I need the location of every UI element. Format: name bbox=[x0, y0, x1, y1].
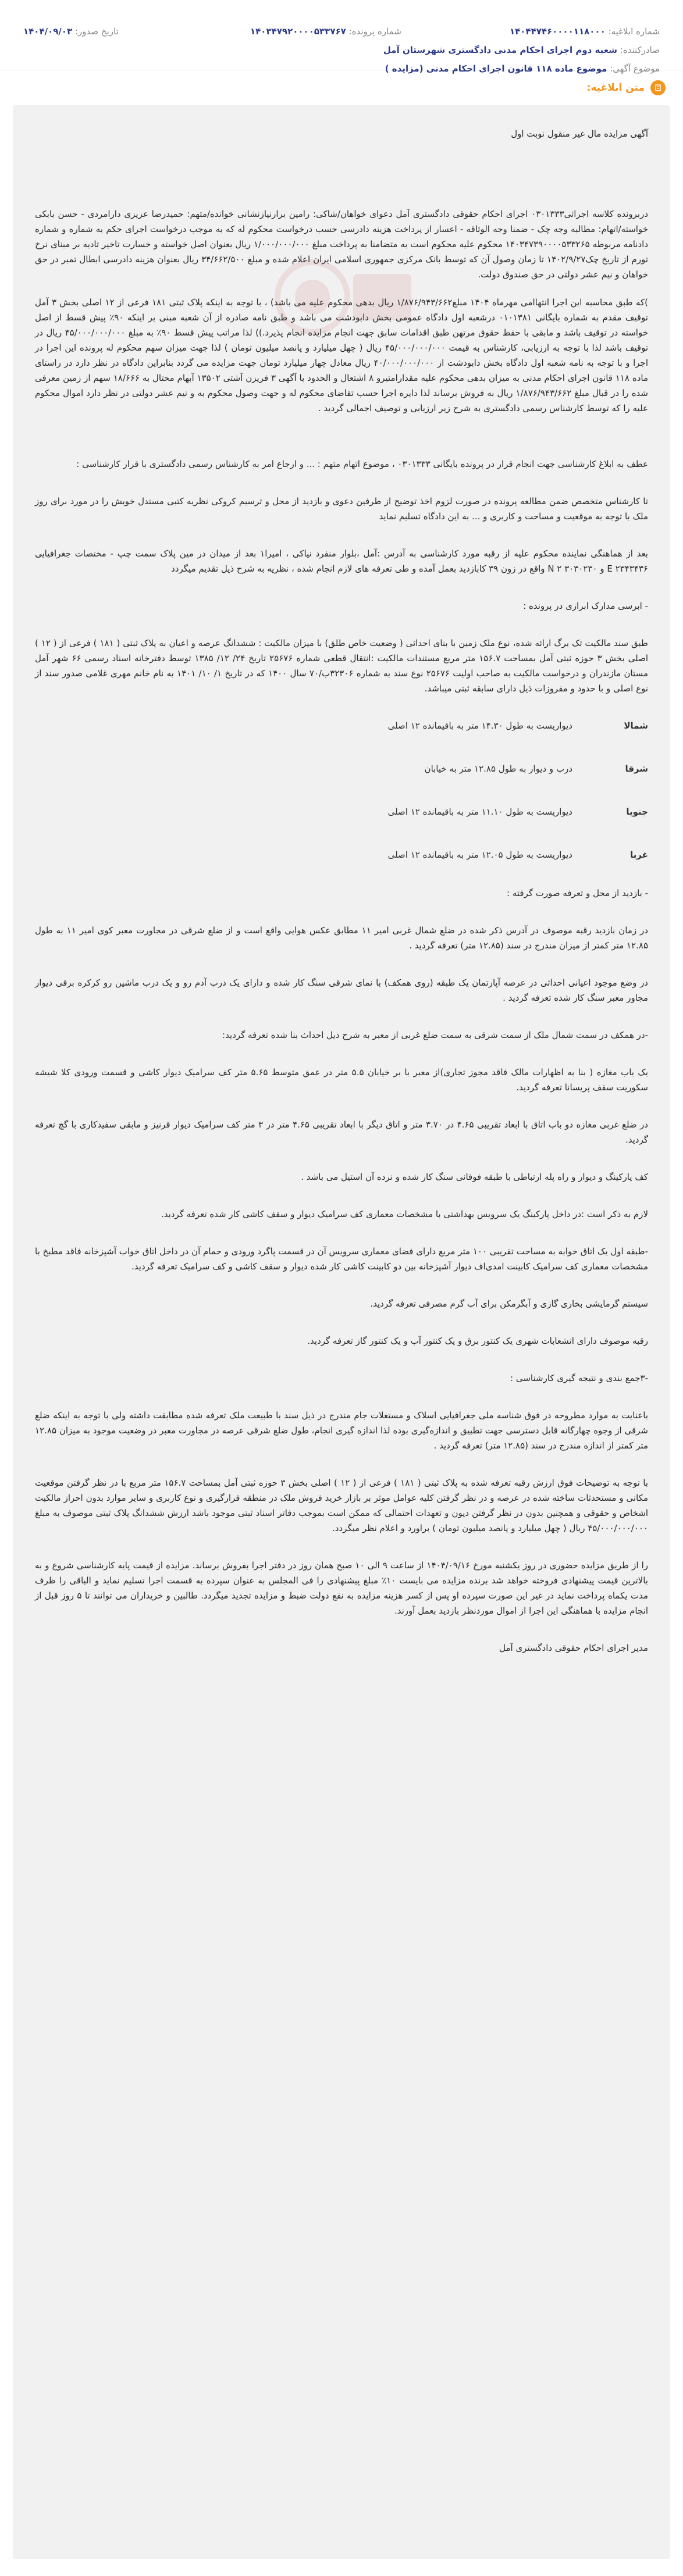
paragraph-referral: عطف به ابلاغ کارشناسی جهت انجام قرار در پرونده بایگانی ۰۳۰۱۳۳۳ ، موضوع اتهام متهم : ... و ارجاع امر به کارشناس رسمی دادگستری با قرار کارشناسی : bbox=[76, 459, 648, 469]
meta-left-column bbox=[250, 22, 401, 41]
subject-row bbox=[383, 59, 660, 78]
case-number: ۱۴۰۳۴۷۹۲۰۰۰۰۵۳۳۷۶۷ bbox=[250, 26, 346, 37]
boundary-row bbox=[35, 804, 648, 819]
boundary-row bbox=[35, 718, 648, 733]
paragraph-building: در وضع موجود اعیانی احداثی در عرصه آپارتمان یک طبقه (روی همکف) با نمای شرقی سنگ کار شده و دارای یک درب آدم رو و یک درب ماشین رو کرکره برقی دیوار مجاور معبر سنگ کار شده تعرفه گردید . bbox=[35, 977, 648, 1003]
meta-date-column bbox=[23, 22, 119, 41]
notice-number: ۱۴۰۴۴۷۴۶۰۰۰۰۱۱۸۰۰۰ bbox=[509, 26, 606, 37]
boundary-side: شرقا bbox=[625, 763, 648, 774]
boundary-text: دیواریست به طول ۱۲.۰۵ متر به باقیمانده ۱۲ اصلی bbox=[387, 850, 572, 860]
paragraph-ownership-deed: طبق سند مالکیت تک برگ ارائه شده، نوع ملک زمین با بنای احداثی ( وضعیت خاص طلق) با میزان مالکیت : ششدانگ عرصه و اعیان به پلاک ثبتی ( ۱۸۱ ) فرعی از ( ۱۲ ) اصلی بخش ۳ حوزه ثبتی آمل بمساحت ۱۵۶.۷ متر مربع مستندات مالکیت :انتقال قطعی شماره ۲۵۶۷۶ تاریخ ۲۴/ ۱۲/ ۱۳۸۵ توسط دفترخانه اسناد رسمی ۶۶ شهر آمل مستان مازندران و درخواست مالکیت به صاحب اولیت ۲۵۶۷۶ نوع سند به شماره ۳۲۳۰۶ب/۷۰ سال ۱۴۰۰ که در تاریخ ۱/ ۱۰/ ۱۴۰۱ به نام خانم مهری غلامی صدور سند از نوع اصلی و با حدود و مفروزات ذیل دارای سابقه ثبتی میباشد. bbox=[35, 638, 649, 694]
notice-text-panel bbox=[13, 105, 670, 2559]
paragraph-expert-task: تا کارشناس متخصص ضمن مطالعه پرونده در صورت لزوم اخذ توضیح از طرفین دعوی و بازدید از محل و ترسیم کروکی نظریه کتبی مستدل خویش را در مورد برای روز ملک با توجه به موقعیت و مساحت و کاربری و ... به این دادگاه تسلیم نماید bbox=[35, 496, 648, 522]
paragraph-site-visit: بعد از هماهنگی نماینده محکوم علیه از رقبه مورد کارشناسی به آدرس :آمل ،بلوار منفرد نیاکی ، امیرا۱ بعد از میدان در مین پلاک سمت چپ - مختصات جغرافیایی ۲۳۴۳۴۳۶ E و ۳۰۳۰۲۳۰ N ۲ واقع در زون ۳۹ کابازدید بعمل آمده و طی تعرفه های لازم انجام شده ، نظریه به شرح ذیل تقدیم میگردد bbox=[35, 548, 648, 574]
boundary-text: درب و دیوار به طول ۱۲.۸۵ متر به خیابان bbox=[424, 763, 572, 774]
paragraph-shop: یک باب مغازه ( بنا به اظهارات مالک فاقد مجوز تجاری)از معبر با بر خیابان ۵.۵ متر در عمق متوسط ۵.۶۵ متر کف سرامیک دیوار کاشی و قسمت ورودی کلا شیشه سکوریت سقف پریسانا تعرفه گردید. bbox=[35, 1067, 648, 1093]
subject: موضوع ماده ۱۱۸ قانون اجرای احکام مدنی (مزایده ) bbox=[385, 63, 607, 74]
subject-label: موضوع آگهی: bbox=[610, 63, 660, 74]
heading-documents-review: - ابرسی مدارک ابرازی در پرونده : bbox=[523, 601, 648, 611]
case-number-label: شماره پرونده: bbox=[348, 26, 401, 37]
paragraph-valuation: با توجه به توضیحات فوق ارزش رقبه تعرفه شده به پلاک ثبتی ( ۱۸۱ ) فرعی از ( ۱۲ ) اصلی بخش ۳ حوزه ثبتی آمل بمساحت ۱۵۶.۷ متر مربع با در نظر گرفتن موقعیت مکانی و مستحدثات ساخته شده در عرصه و در نظر گرفتن کلیه عوامل موثر بر بازار خرید فروش ملک در منطقه قرارگیری و نوع کاربری و سایر موارد بدون احراز مالکیت اشخاص و حقوقی و همچنین بدون در نظر گرفتن دیون و تعهدات احتمالی که ممکن است بموجب دفاتر اسناد ثبتی موجود باشد ارزش ششدانگ پلاک ثبتی موصوف به مبلغ ۴۵/۰۰۰/۰۰۰/۰۰۰ ریال ( چهل میلیارد و پانصد میلیون تومان ) براورد و اعلام نظر میگردد. bbox=[35, 1478, 648, 1533]
boundary-side: شمالا bbox=[624, 720, 648, 731]
paragraph-bathroom: لازم به ذکر است :در داخل پارکینگ یک سرویس بهداشتی با مشخصات معماری کف سرامیک دیوار و سقف کاشی کار شده تعرفه گردید. bbox=[161, 1209, 648, 1219]
issuer-row bbox=[383, 41, 660, 59]
boundary-row bbox=[35, 847, 648, 862]
boundary-side: غربا bbox=[630, 850, 648, 860]
issuer: شعبه دوم اجرای احکام مدنی دادگستری شهرستان آمل bbox=[383, 45, 617, 55]
paragraph-first-floor: -طبقه اول یک اتاق خوابه به مساحت تقریبی ۱۰۰ متر مربع دارای فضای معماری سرویس آن در قسمت پاگرد ورودی و حمام آن در داخل اتاق خواب آشپزخانه فاقد مطبخ با مشخصات معماری کف سرامیک کابینت امدی‌اف دیوار آشپزخانه بین دو کابینت کاشی کار شده دیوار و سقف کاشی و کف سرامیک تعرفه گردید. bbox=[35, 1246, 648, 1272]
issuer-label: صادرکننده: bbox=[620, 45, 660, 55]
boundary-row bbox=[35, 761, 648, 776]
boundaries-list bbox=[35, 718, 648, 862]
paragraph-auction-terms: را از طریق مزایده حضوری در روز یکشنبه مورخ ۱۴۰۴/۰۹/۱۶ از ساعت ۹ الی ۱۰ صبح همان روز در دفتر اجرا بفروش برساند. مزایده از قیمت پایه کارشناسی شروع و به بالاترین قیمت پیشنهادی فروخته خواهد شد برنده مزایده می بایست ۱۰٪ مبلغ پیشنهادی را فی المجلس به عنوان سپرده به قسمت اجرا تسلیم نماید و الباقی را ظرف مدت یکماه پرداخت نماید در غیر این صورت سپرده او پس از کسر هزینه مزایده به نفع دولت ضبط و مزایده تجدید میگردد. طالبین و خریداران می توانند تا ۵ روز قبل از انجام مزایده با هماهنگی این اجرا از اموال موردنظر بازدید بعمل آورند. bbox=[35, 1560, 648, 1616]
issue-date: ۱۴۰۴/۰۹/۰۳ bbox=[23, 26, 73, 37]
paragraph-heating: سیستم گرمایشی بخاری گازی و آبگرمکن برای آب گرم مصرفی تعرفه گردید. bbox=[370, 1298, 648, 1309]
paragraph-conclusion: باعنایت به موارد مطروحه در فوق شناسه ملی جغرافیایی اسلاک و مستغلات جام مندرج در ذیل سند با طبیعت ملک تعرفه شده مطابقت داشته ولی با توجه به اینکه ضلع شرقی از وجوه چهارگانه قابل دسترسی جهت تطبیق و اندازه‌گیری بوده لذا اندازه گیری انجام، طول ضلع شرقی عرصه در مجاورت معبر در وضعیت موجود به میزان ۱۲.۸۵ متر کمتر از اندازه مندرج در سند (۱۲.۸۵ متر) تعرفه گردید . bbox=[35, 1410, 648, 1451]
boundary-text: دیواریست به طول ۱۱.۱۰ متر به باقیمانده ۱۲ اصلی bbox=[387, 807, 572, 817]
paragraph-location: در زمان بازدید رقبه موصوف در آدرس ذکر شده در ضلع شمال غربی امیر ۱۱ مطابق عکس هوایی واقع است و از ضلع شرقی در مجاورت معبر کوی امیر ۱۱ به طول ۱۲.۸۵ متر کمتر از میزان مندرج در سند (۱۲.۸۵ متر) تعرفه گردید . bbox=[35, 925, 648, 951]
paragraph-utilities: رقبه موصوف دارای انشعابات شهری یک کنتور برق و یک کنتور آب و یک کنتور گاز تعرفه گردید. bbox=[307, 1336, 648, 1346]
notice-number-label: شماره ابلاغیه: bbox=[608, 26, 660, 37]
issue-date-row bbox=[23, 22, 119, 41]
heading-conclusion: -۳جمع بندی و نتیجه گیری کارشناسی : bbox=[510, 1373, 648, 1383]
case-number-row bbox=[250, 22, 401, 41]
meta-right-column bbox=[383, 22, 660, 78]
signature: مدیر اجرای احکام حقوقی دادگستری آمل bbox=[499, 1643, 648, 1653]
auction-title: آگهی مزایده مال غیر منقول نوبت اول bbox=[511, 129, 648, 139]
document-icon bbox=[650, 80, 666, 95]
notice-text-title: متن ابلاغیه: bbox=[586, 82, 645, 94]
paragraph-ground-floor: -در همکف در سمت شمال ملک از سمت شرقی به سمت ضلع غربی از معبر به شرح ذیل احداث بنا شده تعرفه گردید: bbox=[222, 1030, 648, 1040]
paragraph-calculation: )که طبق محاسبه این اجرا انتهاامی مهرماه ۱۴۰۴ مبلغ۱/۸۷۶/۹۴۳/۶۶۲ ریال بدهی محکوم علیه می باشد) ، با توجه به اینکه پلاک ثبتی ۱۸۱ فرعی از ۱۲ اصلی بخش ۳ آمل توقیف مقدم به شماره بایگانی ۰۱۰۱۳۸۱ درشعبه اول دادگاه عمومی بخش دابودشت می باشد و طبق نامه صادره از آن شعبه مبنی بر اینکه ۹۰٪ پیش قسط از اصل خواسته در توقیف باشد و مابقی با حفظ حقوق مرتهن طبق اقدامات سابق جهت انجام مزایده انجام پذیرد.)) لذا مراتب پیش قسط ۹۰٪ به مبلغ ۴۵/۰۰۰/۰۰۰/۰۰۰ ریال در توقیف باشد لذا با توجه به ارزیابی، کارشناس به قیمت ۴۵/۰۰۰/۰۰۰/۰۰۰ ریال ( چهل میلیارد و پانصد میلیون تومان ) لذا جهت میزان سهم محکوم له پرونده این اجرا در اجرا و با توجه به نامه شعبه اول دادگاه بخش دابودشت از ۴۰/۰۰۰/۰۰۰/۰۰۰ ریال معادل چهار میلیارد تومان جهت مزایده می گردد بنابراین دادگاه در نظر دارد در راستای ماده ۱۱۸ قانون اجرای احکام مدنی به میزان بدهی محکوم علیه مقدارامتیرو ۸ اشتعال و الحدود با آگهی ۳ فریزن آشتی ۱۳۵۰۲ آبهام محتال به ۱۸/۶۶۶ سهم از زمین معرفی شده را در قبال مبلغ ۱/۸۷۶/۹۴۳/۶۶۲ ریال به فروش برساند لذا دایره اجرا حسب تقاضای محکوم له و جهت وصول محکوم به و نیم عشر دولتی در نظر دارد اموال محکوم علیه را که توسط کارشناس رسمی دادگستری به شرح زیر ارزیابی و توصیف اجمالی گردید . bbox=[35, 297, 649, 413]
paragraph-rooms: در ضلع غربی مغازه دو باب اتاق با ابعاد تقریبی ۴.۶۵ در ۳.۷۰ متر و اتاق دیگر با ابعاد تقریبی ۴.۶۵ متر در ۳ متر کف سرامیک دیوار قرنیز و مابقی سفیدکاری با گچ تعرفه گردید. bbox=[35, 1119, 648, 1145]
issue-date-label: تاریخ صدور: bbox=[74, 26, 119, 37]
boundary-side: جنوبا bbox=[626, 807, 648, 817]
notice-meta-bar bbox=[0, 0, 683, 74]
paragraph-parking: کف پارکینگ و دیوار و راه پله ارتباطی با طبقه فوقانی سنگ کار شده و نرده آن استیل می باشد . bbox=[301, 1172, 648, 1182]
paragraph-case-summary: دربرونده کلاسه اجرائی۰۳۰۱۳۳۳ اجرای احکام حقوقی دادگستری آمل دعوای خواهان/شاکی: رامین برارنیازنشانی خوانده/متهم: حمیدرضا عزیزی دارامردی - حسن بابکی خواسته/اتهام: مطالبه وجه چک - ضمنا وجه الوثاقه - اعسار از پرداخت هزینه دادرسی حسب درخواست محکوم له که به موجب درخواست اجرای حکم به شماره و شماره دادنامه مربوطه ۱۴۰۳۴۷۳۹۰۰۰۰۵۳۳۲۶۵ محکوم علیه محکوم است به متضامنا به پرداخت مبلغ ۱/۰۰۰/۰۰۰/۰۰۰ ریال بعنوان اصل خواسته و خسارت تاخیر تادیه بر مبنای نرخ تورم از تاریخ چک۱۴۰۲/۹/۲۷ تا زمان وصول آن که توسط بانک مرکزی جمهوری اسلامی ایران اعلام شده و مبلغ ۳۴/۶۶۲/۵۰۰ ریال بعنوان هزینه دادرسی ابطال تمبر در حق خواهان و نیم عشر دولتی در حق صندوق دولت. bbox=[35, 209, 648, 280]
heading-site-inspection: - بازدید از محل و تعرفه صورت گرفته : bbox=[507, 888, 648, 898]
boundary-text: دیواریست به طول ۱۴.۳۰ متر به باقیمانده ۱۲ اصلی bbox=[387, 720, 572, 731]
notice-number-row bbox=[383, 22, 660, 41]
